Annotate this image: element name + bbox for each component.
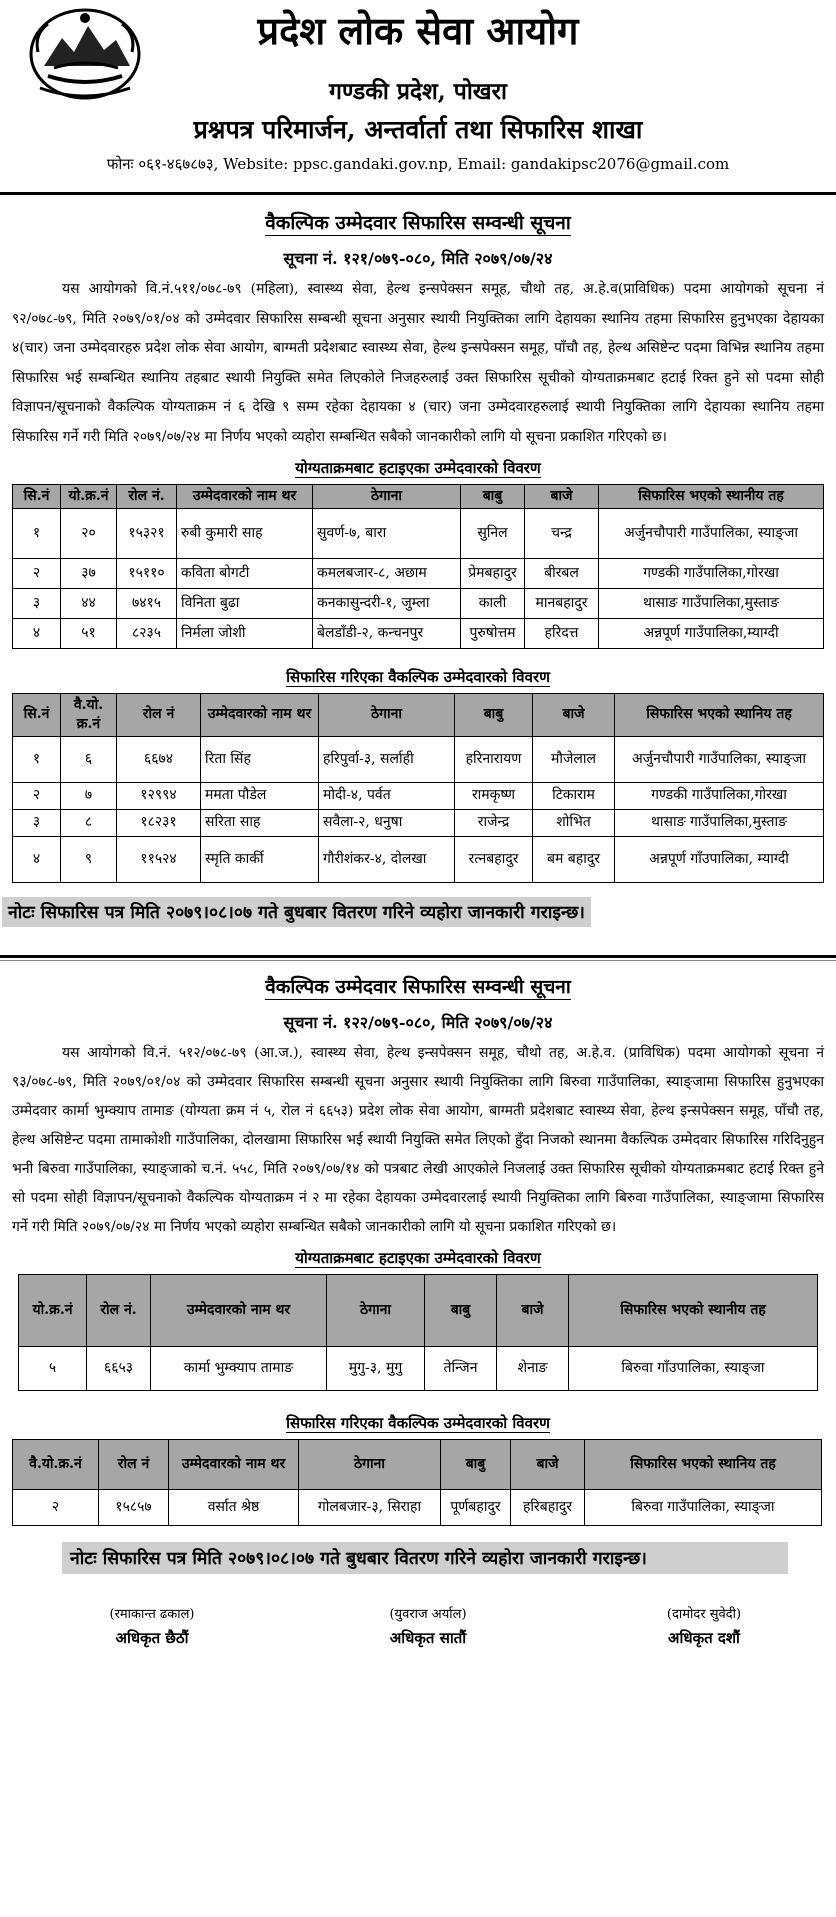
table-cell: चन्द्र: [525, 508, 599, 558]
table-cell: बिरुवा गाँउपालिका, स्याङ्जा: [569, 1346, 818, 1390]
table-cell: निर्मला जोशी: [177, 618, 313, 648]
table-cell: हरिपुर्वा-३, सर्लाही: [319, 736, 455, 782]
removed-candidates-table: [18, 1274, 818, 1391]
table-cell: रुबी कुमारी साह: [177, 508, 313, 558]
table-row: [13, 1489, 822, 1525]
header-divider: [0, 192, 836, 195]
notice-number: सूचना नं. १२१/०७९-०८०, मिति २०७९/०७/२४: [283, 249, 553, 268]
table-row: [19, 1346, 818, 1390]
table-cell: ४४: [61, 588, 117, 618]
table-cell: ४: [13, 618, 61, 648]
table-cell: ६६७४: [117, 736, 201, 782]
table-cell: काली: [461, 588, 525, 618]
table-cell: अन्नपूर्ण गाँउपालिका, म्याग्दी: [615, 836, 824, 882]
removed-candidates-table: [12, 484, 824, 649]
table-cell: थासाङ गाउँपालिका,मुस्ताङ: [615, 809, 824, 836]
signatory-role: अधिकृत सातौं: [389, 1628, 467, 1647]
column-header: ठेगाना: [327, 1274, 425, 1346]
table-cell: प्रेमबहादुर: [461, 558, 525, 588]
column-header: यो.क्र.नं: [19, 1274, 87, 1346]
table-cell: सवैला-२, धनुषा: [319, 809, 455, 836]
table-cell: बीरबल: [525, 558, 599, 588]
table-cell: अन्नपूर्ण गाउँपालिका,म्याग्दी: [599, 618, 824, 648]
signatory-name: (युवराज अर्याल): [389, 1606, 467, 1622]
table-cell: ९: [61, 836, 117, 882]
table-cell: कमलबजार-८, अछाम: [313, 558, 461, 588]
column-header: सिफारिस भएको स्थानिय तह: [615, 693, 824, 736]
notice-body: यस आयोगको वि.नं.५११/०७८-७९ (महिला), स्वास्थ्य सेवा, हेल्थ इन्सपेक्सन समूह, चौथो तह, अ.हे.व(प्राविधिक) पदमा आयोगको सूचना नं ९२/०७८-७९, मिति २०७९/०१/०४ को उम्मेदवार सिफारिस सम्बन्धी सूचना अनुसार स्थायी नियुक्तिका लागि देहायका स्थानिय तहमा सिफारिस हुनुभएका देहायका ४(चार) जना उम्मेदवारहरु प्रदेश लोक सेवा आयोग, बाग्मती प्रदेशबाट स्वास्थ्य सेवा, हेल्थ इन्सपेक्सन समूह, पाँचौ तह, हेल्थ असिष्टेन्ट पदमा विभिन्न स्थानिय तहमा सिफारिस भई सम्बन्धित स्थानिय तहबाट स्थायी नियुक्ति समेत लिएकोले निजहरुलाई उक्त सिफारिस सूचीको योग्यताक्रमबाट हटाई रिक्त हुने सो पदमा सोही विज्ञापन/सूचनाको वैकल्पिक योग्यताक्रम नं ६ देखि ९ सम्म रहेका देहायका ४ (चार) जना उम्मेदवारहरुलाई स्थायी नियुक्तिका लागि देहायका स्थानिय तहमा सिफारिस गर्ने गरी मिति २०७९/०७/२४ मा निर्णय भएको व्यहोरा सम्बन्धित सबैको जानकारीको लागि यो सूचना प्रकाशित गरिएको छ।: [12, 281, 824, 445]
column-header: बाजे: [525, 485, 599, 509]
table-header-row: [13, 1439, 822, 1489]
table-cell: ६: [61, 736, 117, 782]
table-cell: गोलबजार-३, सिराहा: [299, 1489, 441, 1525]
table-cell: हरिनारायण: [455, 736, 533, 782]
table-cell: १८२३१: [117, 809, 201, 836]
table-cell: कविता बोगटी: [177, 558, 313, 588]
table-cell: १: [13, 508, 61, 558]
table-cell: गण्डकी गाउँपालिका,गोरखा: [615, 782, 824, 809]
table-cell: हरिदत्त: [525, 618, 599, 648]
table-cell: अर्जुनचौपारी गाउँपालिका, स्याङ्जा: [615, 736, 824, 782]
column-header: बाबु: [461, 485, 525, 509]
notice-body: यस आयोगको वि.नं. ५१२/०७८-७९ (आ.ज.), स्वास्थ्य सेवा, हेल्थ इन्सपेक्सन समूह, चौथो तह, अ.हे.व. (प्राविधिक) पदमा आयोगको सूचना नं ९३/०७८-७९, मिति २०७९/०१/०४ को उम्मेदवार सिफारिस सम्बन्धी सूचना अनुसार स्थायी नियुक्तिका लागि बिरुवा गाउँपालिका, स्याङ्जामा सिफारिस हुनुभएका उम्मेदवार कार्मा भुम्क्याप तामाङ (योग्यता क्रम नं ५, रोल नं ६६५३) प्रदेश लोक सेवा आयोग, बाग्मती प्रदेशबाट स्वास्थ्य सेवा, हेल्थ इन्सपेक्सन समूह, पाँचौ तह, हेल्थ असिष्टेन्ट पदमा तामाकोशी गाउँपालिका, दोलखामा सिफारिस भई स्थायी नियुक्ति समेत लिएको हुँदा निजको स्थानमा वैकल्पिक उम्मेदवार सिफारिस गरिदिनुहुन भनी बिरुवा गाउँपालिका, स्याङ्जाको च.नं. ५५८, मिति २०७९/०७/१४ को पत्रबाट लेखी आएकोले निजलाई उक्त सिफारिस सूचीको योग्यताक्रमबाट हटाई रिक्त हुने सो पदमा सोही विज्ञापन/सूचनाको वैकल्पिक योग्यताक्रम नं २ मा रहेका देहायका उम्मेदवारलाई स्थायी नियुक्तिका लागि बिरुवा गाउँपालिका, स्याङ्जामा सिफारिस गर्ने गरी मिति २०७९/०७/२४ मा निर्णय भएको व्यहोरा सम्बन्धित सबैको जानकारीको लागि यो सूचना प्रकाशित गरिएको छ।: [12, 1044, 824, 1235]
column-header: वै.यो. क्र.नं: [61, 693, 117, 736]
page-title: प्रदेश लोक सेवा आयोग: [257, 8, 579, 53]
column-header: सि.नं: [13, 693, 61, 736]
distribution-note: नोटः सिफारिस पत्र मिति २०७९।०८।०७ गते बुधबार वितरण गरिने व्यहोरा जानकारी गराइन्छ।: [62, 1542, 788, 1574]
column-header: ठेगाना: [299, 1439, 441, 1489]
table-cell: शोभित: [533, 809, 615, 836]
signature: [328, 1604, 528, 1648]
notice-1: [8, 209, 824, 927]
column-header: उम्मेदवारको नाम थर: [201, 693, 319, 736]
column-header: रोल नं.: [87, 1274, 151, 1346]
column-header: रोल नं: [117, 693, 201, 736]
recommended-candidates-table: [12, 693, 824, 883]
table-cell: ८: [61, 809, 117, 836]
table-cell: सुनिल: [461, 508, 525, 558]
table-row: [13, 588, 824, 618]
table-cell: गण्डकी गाउँपालिका,गोरखा: [599, 558, 824, 588]
table-cell: ६६५३: [87, 1346, 151, 1390]
table-cell: रामकृष्ण: [455, 782, 533, 809]
column-header: बाबु: [455, 693, 533, 736]
signatory-name: (दामोदर सुवेदी): [666, 1606, 742, 1622]
removed-table-title: योग्यताक्रमबाट हटाइएका उम्मेदवारको विवरण: [295, 1248, 541, 1267]
table-cell: ८२३५: [117, 618, 177, 648]
table-cell: मुगु-३, मुगु: [327, 1346, 425, 1390]
table-row: [13, 782, 824, 809]
signatory-role: अधिकृत दशौं: [668, 1628, 740, 1647]
column-header: ठेगाना: [319, 693, 455, 736]
table-cell: २: [13, 782, 61, 809]
table-cell: हरिबहादुर: [511, 1489, 585, 1525]
table-cell: २०: [61, 508, 117, 558]
table-cell: राजेन्द्र: [455, 809, 533, 836]
table-cell: २: [13, 1489, 99, 1525]
table-cell: पुरुषोत्तम: [461, 618, 525, 648]
table-cell: बिरुवा गाउँपालिका, स्याङ्जा: [585, 1489, 822, 1525]
table-header-row: [13, 693, 824, 736]
column-header: बाजे: [533, 693, 615, 736]
signatory-role: अधिकृत छैठौं: [115, 1628, 189, 1647]
letterhead: [12, 0, 824, 192]
column-header: रोल नं: [99, 1439, 169, 1489]
table-header-row: [19, 1274, 818, 1346]
table-cell: विनिता बुढा: [177, 588, 313, 618]
table-cell: टिकाराम: [533, 782, 615, 809]
column-header: सिफारिस भएको स्थानीय तह: [569, 1274, 818, 1346]
section-name: प्रश्नपत्र परिमार्जन, अन्तर्वार्ता तथा सिफारिस शाखा: [193, 115, 643, 144]
column-header: रोल नं.: [117, 485, 177, 509]
signatory-name: (रमाकान्त ढकाल): [109, 1606, 195, 1622]
signature: [604, 1604, 804, 1648]
column-header: बाजे: [497, 1274, 569, 1346]
table-cell: १५८५७: [99, 1489, 169, 1525]
table-cell: १५११०: [117, 558, 177, 588]
column-header: बाजे: [511, 1439, 585, 1489]
table-cell: मोदी-४, पर्वत: [319, 782, 455, 809]
column-header: उम्मेदवारको नाम थर: [169, 1439, 299, 1489]
table-cell: रत्नबहादुर: [455, 836, 533, 882]
table-header-row: [13, 485, 824, 509]
table-cell: बेलडाँडी-२, कन्चनपुर: [313, 618, 461, 648]
table-row: [13, 836, 824, 882]
table-cell: रिता सिंह: [201, 736, 319, 782]
table-cell: ११५२४: [117, 836, 201, 882]
table-cell: मानबहादुर: [525, 588, 599, 618]
column-header: ठेगाना: [313, 485, 461, 509]
notice-title: वैकल्पिक उम्मेदवार सिफारिस सम्वन्धी सूचना: [265, 212, 571, 234]
section-divider: [0, 955, 836, 958]
table-cell: ३: [13, 809, 61, 836]
removed-table-title: योग्यताक्रमबाट हटाइएका उम्मेदवारको विवरण: [295, 459, 541, 477]
table-cell: थासाङ गाउँपालिका,मुस्ताङ: [599, 588, 824, 618]
contact-line: फोनः ०६१-४६७८७३, Website: ppsc.gandaki.gov.np, Email: gandakipsc2076@gmail.com: [106, 155, 730, 173]
section-divider-thin: [0, 960, 836, 961]
table-cell: मौजेलाल: [533, 736, 615, 782]
table-cell: पूर्णबहादुर: [441, 1489, 511, 1525]
table-cell: अर्जुनचौपारी गाउँपालिका, स्याङ्जा: [599, 508, 824, 558]
table-row: [13, 558, 824, 588]
recommended-table-title: सिफारिस गरिएका वैकल्पिक उम्मेदवारको विवरण: [286, 1413, 550, 1432]
notice-2: [12, 973, 824, 1574]
column-header: सि.नं: [13, 485, 61, 509]
table-cell: ७४१५: [117, 588, 177, 618]
column-header: सिफारिस भएको स्थानीय तह: [599, 485, 824, 509]
table-cell: १५३२१: [117, 508, 177, 558]
table-cell: १: [13, 736, 61, 782]
column-header: यो.क्र.नं: [61, 485, 117, 509]
table-cell: तेन्जिन: [425, 1346, 497, 1390]
table-cell: स्मृति कार्की: [201, 836, 319, 882]
table-cell: बम बहादुर: [533, 836, 615, 882]
column-header: उम्मेदवारको नाम थर: [151, 1274, 327, 1346]
column-header: सिफारिस भएको स्थानिय तह: [585, 1439, 822, 1489]
recommended-candidates-table: [12, 1439, 822, 1526]
table-cell: कनकासुन्दरी-१, जुम्ला: [313, 588, 461, 618]
table-cell: ३: [13, 588, 61, 618]
province-name: गण्डकी प्रदेश, पोखरा: [329, 78, 507, 105]
distribution-note: नोटः सिफारिस पत्र मिति २०७९।०८।०७ गते बुधबार वितरण गरिने व्यहोरा जानकारी गराइन्छ।: [2, 897, 591, 927]
signature-block: [52, 1604, 804, 1648]
table-cell: वर्सात श्रेष्ठ: [169, 1489, 299, 1525]
table-cell: गौरीशंकर-४, दोलखा: [319, 836, 455, 882]
table-row: [13, 618, 824, 648]
column-header: वै.यो.क्र.नं: [13, 1439, 99, 1489]
table-cell: ममता पौडेल: [201, 782, 319, 809]
table-cell: ४: [13, 836, 61, 882]
column-header: बाबु: [425, 1274, 497, 1346]
table-cell: कार्मा भुम्क्याप तामाङ: [151, 1346, 327, 1390]
signature: [52, 1604, 252, 1648]
notice-title: वैकल्पिक उम्मेदवार सिफारिस सम्वन्धी सूचना: [265, 975, 571, 998]
column-header: उम्मेदवारको नाम थर: [177, 485, 313, 509]
recommended-table-title: सिफारिस गरिएका वैकल्पिक उम्मेदवारको विवरण: [286, 667, 550, 686]
table-cell: सरिता साह: [201, 809, 319, 836]
table-cell: सुवर्ण-७, बारा: [313, 508, 461, 558]
table-row: [13, 508, 824, 558]
notice-number: सूचना नं. १२२/०७९-०८०, मिति २०७९/०७/२४: [283, 1012, 553, 1032]
table-cell: शेनाङ: [497, 1346, 569, 1390]
table-row: [13, 809, 824, 836]
table-cell: ७: [61, 782, 117, 809]
table-cell: ५१: [61, 618, 117, 648]
table-row: [13, 736, 824, 782]
table-cell: २: [13, 558, 61, 588]
table-cell: ५: [19, 1346, 87, 1390]
column-header: बाबु: [441, 1439, 511, 1489]
table-cell: ३७: [61, 558, 117, 588]
table-cell: १२९९४: [117, 782, 201, 809]
